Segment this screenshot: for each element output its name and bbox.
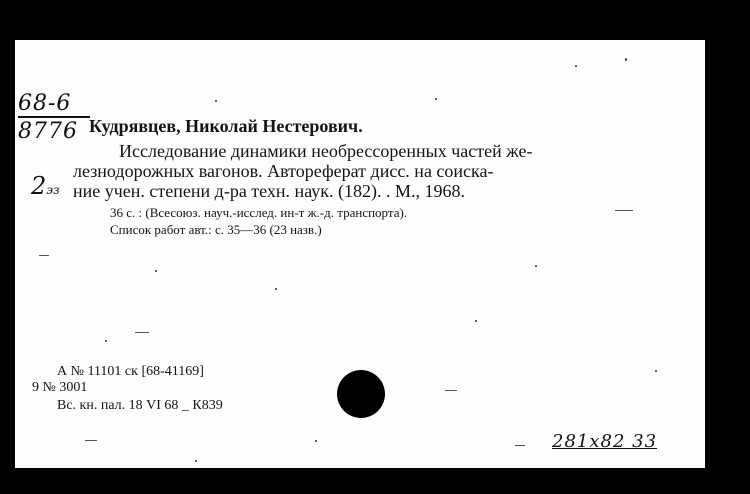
title-line-2: лезнодорожных вагонов. Автореферат дисс. на соиска- <box>73 161 494 181</box>
book-chamber-line: Вс. кн. пал. 18 VI 68 _ К839 <box>57 398 223 413</box>
noise-dash <box>445 390 457 391</box>
punch-hole <box>337 370 385 418</box>
shelf-mark-bottom: 8776 <box>18 119 78 144</box>
accession-line: А № 11101 ск [68-41169] <box>57 364 204 379</box>
noise-speck <box>625 58 627 61</box>
noise-speck <box>535 265 537 267</box>
noise-speck <box>435 98 437 100</box>
noise-speck <box>275 288 277 290</box>
noise-dash <box>615 210 633 211</box>
noise-speck <box>655 370 657 372</box>
catalog-card <box>15 40 705 468</box>
noise-speck <box>315 440 317 442</box>
noise-speck <box>575 65 577 67</box>
pages-series-line: 36 с. : (Всесоюз. науч.-исслед. ин-т ж.-д. транспорта). <box>110 205 408 220</box>
title-line-1: Исследование динамики необрессоренных частей же- <box>119 141 533 161</box>
noise-dash <box>515 445 525 446</box>
noise-dash <box>135 332 149 333</box>
copies-mark-sub: эз <box>46 183 60 197</box>
title-line-3: ние учен. степени д-ра техн. наук. (182). . М., 1968. <box>73 181 466 201</box>
noise-speck <box>155 270 157 272</box>
inventory-line: 9 № 3001 <box>32 380 88 395</box>
noise-speck <box>195 460 197 462</box>
bibliography-line: Список работ авт.: с. 35—36 (23 назв.) <box>110 222 322 237</box>
bottom-handwritten-note: 281х82 33 <box>552 431 658 452</box>
copies-mark-number: 2 <box>31 172 47 200</box>
shelf-mark-top: 68-6 <box>18 92 90 118</box>
noise-speck <box>215 100 217 102</box>
copies-mark <box>31 173 60 203</box>
noise-speck <box>475 320 477 322</box>
noise-dash <box>39 255 49 256</box>
noise-speck <box>105 340 107 342</box>
noise-dash <box>85 440 97 441</box>
author-heading: Кудрявцев, Николай Нестерович. <box>89 116 363 136</box>
